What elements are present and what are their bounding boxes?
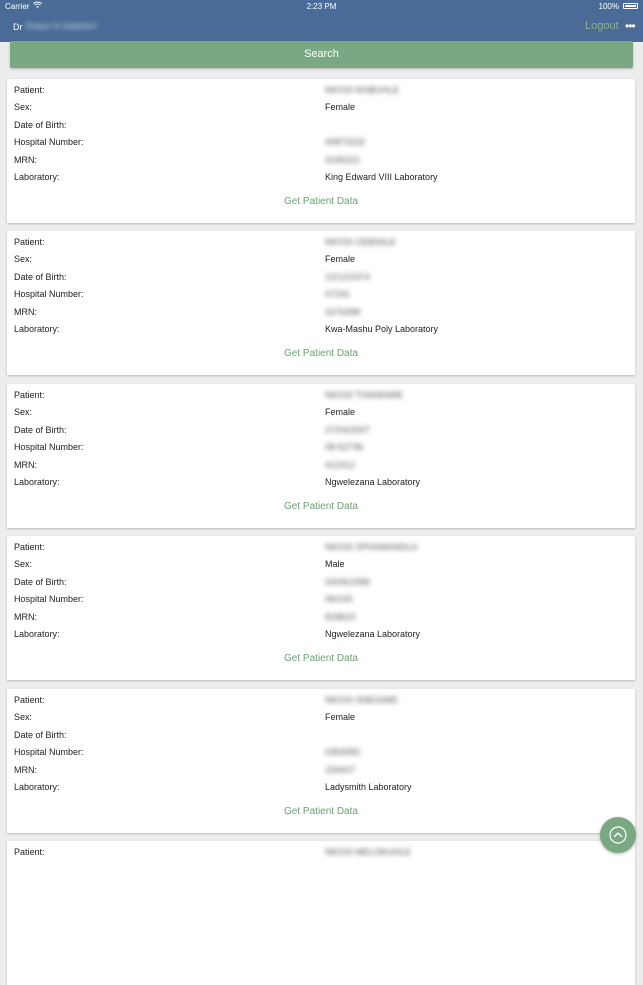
- patient-laboratory-label: Laboratory:: [14, 477, 60, 487]
- name-row: [14, 847, 624, 861]
- patient-mrn-label: MRN:: [14, 155, 37, 165]
- patient-mrn-label: MRN:: [14, 307, 37, 317]
- patient-name-label: Patient:: [14, 542, 45, 552]
- patient-dob-label: Date of Birth:: [14, 577, 67, 587]
- clock: 2:23 PM: [306, 2, 337, 11]
- get-patient-data-button[interactable]: Get Patient Data: [284, 806, 358, 817]
- hospital-number-row: [14, 594, 624, 608]
- patient-laboratory: Ngwelezana Laboratory: [325, 629, 421, 639]
- patient-name-label: Patient:: [14, 390, 45, 400]
- patient-laboratory-label: Laboratory:: [14, 782, 60, 792]
- chevron-up-circle-icon: [608, 825, 628, 845]
- mrn-row: [14, 155, 624, 169]
- name-row: [14, 85, 624, 99]
- patient-laboratory-label: Laboratory:: [14, 629, 60, 639]
- mrn-row: [14, 460, 624, 474]
- logout-link[interactable]: Logout: [585, 20, 619, 32]
- carrier-label: Carrier: [5, 2, 30, 11]
- patient-sex: Female: [325, 254, 356, 264]
- patient-dob-label: Date of Birth:: [14, 425, 67, 435]
- dob-row: [14, 272, 624, 286]
- search-button[interactable]: Search: [10, 41, 633, 68]
- patient-dob: 27/04/2007: [325, 425, 371, 435]
- patient-dob: 24/06/1996: [325, 577, 371, 587]
- patient-mrn: 1676398: [325, 307, 361, 317]
- patient-sex-label: Sex:: [14, 559, 33, 569]
- patient-dob-label: Date of Birth:: [14, 120, 67, 130]
- patient-laboratory: King Edward VIII Laboratory: [325, 172, 438, 182]
- patient-laboratory: Ngwelezana Laboratory: [325, 477, 421, 487]
- patient-hospital-number-label: Hospital Number:: [14, 747, 84, 757]
- patient-dob-label: Date of Birth:: [14, 272, 67, 282]
- patient-dob: 12/12/1974: [325, 272, 371, 282]
- patient-hospital-number: 08-52736: [325, 442, 364, 452]
- patient-mrn-label: MRN:: [14, 460, 37, 470]
- laboratory-row: [14, 324, 624, 338]
- get-patient-data-button[interactable]: Get Patient Data: [284, 501, 358, 512]
- patient-hospital-number-label: Hospital Number:: [14, 137, 84, 147]
- patient-sex-label: Sex:: [14, 712, 33, 722]
- patient-name: NKOSI NOBUHLE: [325, 85, 400, 95]
- patient-laboratory-label: Laboratory:: [14, 172, 60, 182]
- hospital-number-row: [14, 442, 624, 456]
- patient-name: NKOSI THANDIWE: [325, 390, 404, 400]
- dob-row: [14, 425, 624, 439]
- patient-hospital-number: 47241: [325, 289, 351, 299]
- patient-hospital-number-label: Hospital Number:: [14, 289, 84, 299]
- dob-row: [14, 730, 624, 744]
- patient-hospital-number: 06/193: [325, 594, 353, 604]
- scroll-to-top-button[interactable]: [600, 817, 636, 853]
- patient-sex: Male: [325, 559, 345, 569]
- patient-name-label: Patient:: [14, 85, 45, 95]
- patient-name: NKOSI SNEGIWE: [325, 695, 399, 705]
- doctor-prefix: Dr: [13, 22, 23, 32]
- name-row: [14, 390, 624, 404]
- hospital-number-row: [14, 137, 624, 151]
- name-row: [14, 542, 624, 556]
- patient-name-label: Patient:: [14, 695, 45, 705]
- laboratory-row: [14, 629, 624, 643]
- patient-card: [7, 79, 635, 223]
- get-patient-data-button[interactable]: Get Patient Data: [284, 196, 358, 207]
- name-row: [14, 237, 624, 251]
- sex-row: [14, 712, 624, 726]
- get-patient-data-button[interactable]: Get Patient Data: [284, 348, 358, 359]
- patient-sex-label: Sex:: [14, 102, 33, 112]
- sex-row: [14, 559, 624, 573]
- mrn-row: [14, 765, 624, 779]
- patient-laboratory: Ladysmith Laboratory: [325, 782, 412, 792]
- patient-mrn-label: MRN:: [14, 612, 37, 622]
- get-patient-data-button[interactable]: Get Patient Data: [284, 653, 358, 664]
- laboratory-row: [14, 782, 624, 796]
- patient-card: [7, 536, 635, 680]
- patient-card: [7, 841, 635, 985]
- sex-row: [14, 407, 624, 421]
- name-row: [14, 695, 624, 709]
- patient-hospital-number-label: Hospital Number:: [14, 594, 84, 604]
- patient-hospital-number: 0353083: [325, 747, 361, 757]
- patient-mrn: 818623: [325, 612, 356, 622]
- laboratory-row: [14, 172, 624, 186]
- patient-mrn: 4196221: [325, 155, 361, 165]
- sex-row: [14, 254, 624, 268]
- patient-name: NKOSI MELOKUHLE: [325, 847, 412, 857]
- patient-card: [7, 384, 635, 528]
- patient-mrn: 412412: [325, 460, 356, 470]
- battery-icon: [623, 3, 638, 9]
- patient-mrn: 159407: [325, 765, 356, 775]
- patient-card: [7, 689, 635, 833]
- patient-name: NKOSI CEBISILE: [325, 237, 397, 247]
- laboratory-row: [14, 477, 624, 491]
- patient-card: [7, 231, 635, 375]
- hospital-number-row: [14, 289, 624, 303]
- patient-dob-label: Date of Birth:: [14, 730, 67, 740]
- patient-sex: Female: [325, 102, 356, 112]
- patient-hospital-number: 00873232: [325, 137, 366, 147]
- more-menu-icon[interactable]: •••: [625, 19, 635, 33]
- sex-row: [14, 102, 624, 116]
- patient-sex: Female: [325, 407, 356, 417]
- patient-mrn-label: MRN:: [14, 765, 37, 775]
- mrn-row: [14, 612, 624, 626]
- patient-laboratory: Kwa-Mashu Poly Laboratory: [325, 324, 439, 334]
- patient-sex: Female: [325, 712, 356, 722]
- dob-row: [14, 120, 624, 134]
- patient-name: NKOSI SPHAMANDLA: [325, 542, 418, 552]
- patient-name-label: Patient:: [14, 847, 45, 857]
- patient-hospital-number-label: Hospital Number:: [14, 442, 84, 452]
- dob-row: [14, 577, 624, 591]
- patient-sex-label: Sex:: [14, 254, 33, 264]
- hospital-number-row: [14, 747, 624, 761]
- patient-laboratory-label: Laboratory:: [14, 324, 60, 334]
- doctor-name: Shaun N Stabbert: [25, 21, 97, 31]
- status-bar: [0, 0, 643, 12]
- nav-bar: [0, 12, 643, 42]
- mrn-row: [14, 307, 624, 321]
- patient-name-label: Patient:: [14, 237, 45, 247]
- battery-percentage: 100%: [598, 2, 619, 11]
- patient-sex-label: Sex:: [14, 407, 33, 417]
